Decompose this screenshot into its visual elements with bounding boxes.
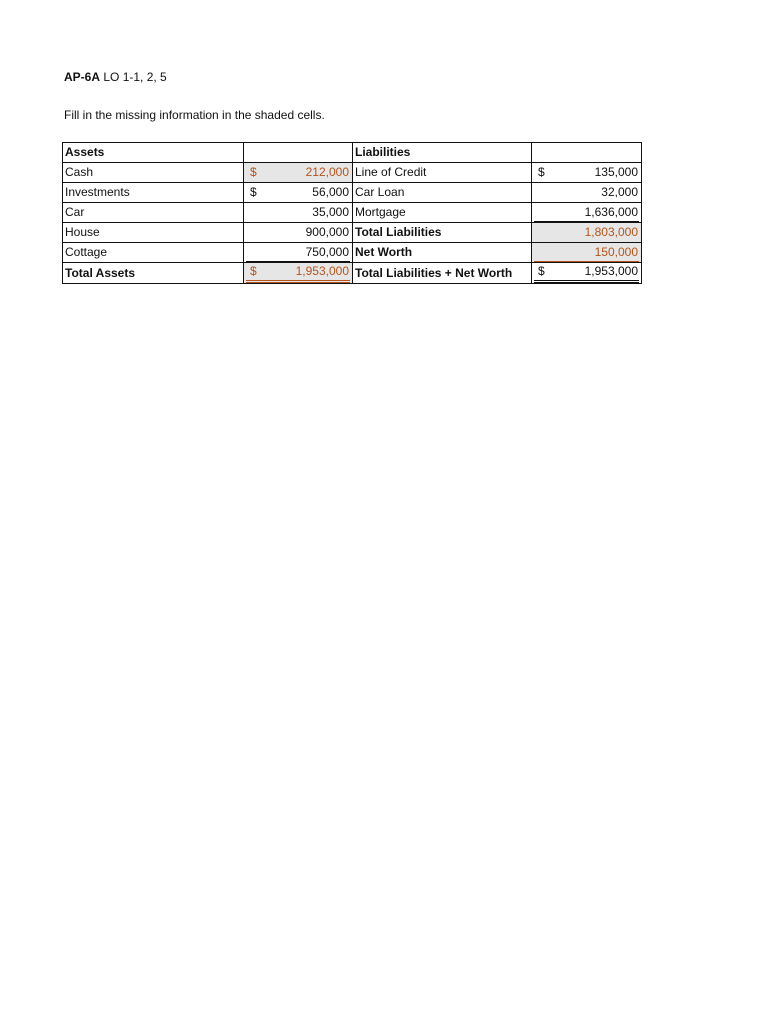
- amount-value: 212,000: [305, 165, 349, 179]
- asset-amount-cottage[interactable]: [244, 243, 353, 263]
- amount-value: 1,953,000: [295, 264, 349, 278]
- assets-header[interactable]: Assets: [63, 143, 244, 163]
- currency-symbol: $: [538, 165, 545, 179]
- currency-symbol: $: [250, 185, 257, 199]
- asset-label-total-assets[interactable]: Total Assets: [63, 263, 244, 284]
- amount-value: 750,000: [305, 244, 349, 259]
- asset-label-cottage[interactable]: Cottage: [63, 243, 244, 263]
- asset-amount-cash[interactable]: [244, 163, 353, 183]
- balance-sheet-table: [62, 142, 642, 284]
- table-row: [63, 263, 642, 284]
- currency-symbol: $: [250, 264, 257, 278]
- liab-amount-line-of-credit[interactable]: [532, 163, 642, 183]
- table-row: [63, 163, 642, 183]
- currency-symbol: $: [538, 264, 545, 278]
- asset-amount-house[interactable]: [244, 223, 353, 243]
- amount-value: 35,000: [312, 205, 349, 219]
- liab-label-net-worth[interactable]: Net Worth: [353, 243, 532, 263]
- asset-label-investments[interactable]: Investments: [63, 183, 244, 203]
- instruction-text: Fill in the missing information in the shaded cells.: [64, 108, 325, 122]
- learning-objectives: LO 1-1, 2, 5: [103, 70, 167, 84]
- liab-amount-total-liabilities[interactable]: [532, 223, 642, 243]
- asset-label-car[interactable]: Car: [63, 203, 244, 223]
- amount-value: 32,000: [601, 185, 638, 199]
- assets-header-blank[interactable]: [244, 143, 353, 163]
- exercise-heading: [64, 70, 167, 84]
- asset-label-house[interactable]: House: [63, 223, 244, 243]
- table-row: [63, 203, 642, 223]
- liab-amount-net-worth[interactable]: [532, 243, 642, 263]
- liab-label-total-liabilities-net-worth[interactable]: Total Liabilities + Net Worth: [353, 263, 532, 284]
- liab-amount-car-loan[interactable]: [532, 183, 642, 203]
- liab-amount-mortgage[interactable]: [532, 203, 642, 223]
- exercise-code: AP-6A: [64, 70, 101, 84]
- liab-label-total-liabilities[interactable]: Total Liabilities: [353, 223, 532, 243]
- amount-value: 900,000: [305, 225, 349, 239]
- liabilities-header[interactable]: Liabilities: [353, 143, 532, 163]
- liabilities-header-blank[interactable]: [532, 143, 642, 163]
- liab-label-line-of-credit[interactable]: Line of Credit: [353, 163, 532, 183]
- table-row: [63, 243, 642, 263]
- asset-amount-investments[interactable]: [244, 183, 353, 203]
- table-row: [63, 223, 642, 243]
- amount-value: 1,636,000: [584, 204, 638, 219]
- asset-amount-car[interactable]: [244, 203, 353, 223]
- liab-label-car-loan[interactable]: Car Loan: [353, 183, 532, 203]
- table-row: [63, 183, 642, 203]
- currency-symbol: $: [250, 165, 257, 179]
- asset-amount-total-assets[interactable]: [244, 263, 353, 284]
- liab-label-mortgage[interactable]: Mortgage: [353, 203, 532, 223]
- amount-value: 1,803,000: [584, 225, 638, 239]
- amount-value: 135,000: [594, 165, 638, 179]
- liab-amount-total-liabilities-net-worth[interactable]: [532, 263, 642, 284]
- asset-label-cash[interactable]: Cash: [63, 163, 244, 183]
- amount-value: 1,953,000: [584, 264, 638, 278]
- amount-value: 150,000: [594, 244, 638, 259]
- amount-value: 56,000: [312, 185, 349, 199]
- table-header-row: [63, 143, 642, 163]
